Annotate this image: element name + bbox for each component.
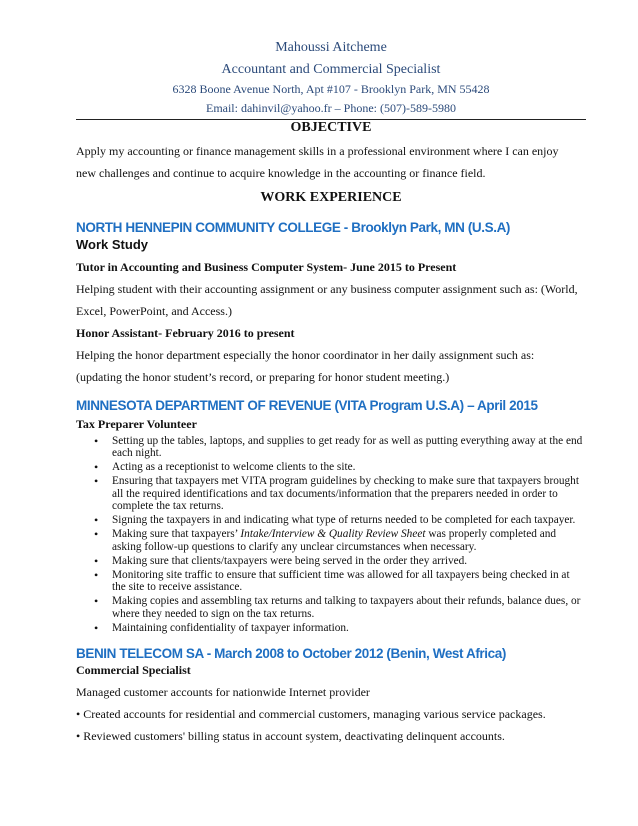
job-benin-line-1: Managed customer accounts for nationwide Internet provider xyxy=(76,685,370,700)
list-item-text-pre: Making sure that taxpayers’ xyxy=(112,528,241,541)
job-role-honor-desc-1: Helping the honor department especially the honor coordinator in her daily assignment such as: xyxy=(76,347,535,362)
applicant-name: Mahoussi Aitcheme xyxy=(275,40,387,55)
tax-duties-list xyxy=(76,435,586,635)
job-org-mn-revenue: MINNESOTA DEPARTMENT OF REVENUE (VITA Program U.S.A) – April 2015 xyxy=(76,397,538,413)
job-subtitle-tax-preparer: Tax Preparer Volunteer xyxy=(76,416,197,431)
job-role-tutor-desc-2: Excel, PowerPoint, and Access.) xyxy=(76,303,232,318)
job-benin-line-2: • Created accounts for residential and commercial customers, managing various service packages. xyxy=(76,707,546,722)
job-role-honor: Honor Assistant- February 2016 to present xyxy=(76,325,295,340)
list-item xyxy=(112,528,586,553)
list-item: • Monitoring site traffic to ensure that sufficient time was allowed for all taxpayers being checked in at the site to receive assistance. xyxy=(112,569,586,594)
job-role-honor-desc-2: (updating the honor student’s record, or preparing for honor student meeting.) xyxy=(76,369,450,384)
objective-line-2: new challenges and continue to acquire knowledge in the accounting or finance field. xyxy=(76,165,486,180)
job-org-benin-telecom: BENIN TELECOM SA - March 2008 to October 2012 (Benin, West Africa) xyxy=(76,646,506,662)
applicant-title: Accountant and Commercial Specialist xyxy=(221,61,441,77)
list-item: • Ensuring that taxpayers met VITA program guidelines by checking to make sure that taxpayers brought all the required identifications and tax documents/information that the preparers needed in order to complete the tax returns. xyxy=(112,475,586,513)
list-item: • Maintaining confidentiality of taxpayer information. xyxy=(112,622,586,635)
list-item-text-italic: Intake/Interview & Quality Review Sheet xyxy=(240,528,426,541)
job-role-tutor: Tutor in Accounting and Business Computer System- June 2015 to Present xyxy=(76,259,457,274)
work-experience-heading: WORK EXPERIENCE xyxy=(260,189,402,205)
resume-header xyxy=(76,0,586,118)
objective-heading: OBJECTIVE xyxy=(290,119,372,135)
list-item: • Making sure that clients/taxpayers were being served in the order they arrived. xyxy=(112,555,586,568)
job-subtitle-commercial: Commercial Specialist xyxy=(76,663,191,678)
list-item: • Setting up the tables, laptops, and supplies to get ready for as well as putting everything away at the end each night. xyxy=(112,435,586,460)
job-subtitle-nhcc: Work Study xyxy=(76,236,148,252)
list-item: • Acting as a receptionist to welcome clients to the site. xyxy=(112,461,586,474)
job-benin-line-3: • Reviewed customers' billing status in account system, deactivating delinquent accounts. xyxy=(76,729,505,744)
applicant-contact: Email: dahinvil@yahoo.fr – Phone: (507)-589-5980 xyxy=(205,100,456,115)
list-item-text-post: was properly completed and asking follow-up questions to clarify any unclear circumstances when necessary. xyxy=(112,528,556,553)
job-role-tutor-desc-1: Helping student with their accounting assignment or any business computer assignment such as: (World, xyxy=(76,281,578,296)
objective-line-1: Apply my accounting or finance management skills in a professional environment where I can enjoy xyxy=(76,143,559,158)
job-org-nhcc: NORTH HENNEPIN COMMUNITY COLLEGE - Brooklyn Park, MN (U.S.A) xyxy=(76,219,511,235)
list-item: • Signing the taxpayers in and indicating what type of returns needed to be completed for each taxpayer. xyxy=(112,514,586,527)
applicant-address: 6328 Boone Avenue North, Apt #107 - Brooklyn Park, MN 55428 xyxy=(172,82,490,97)
list-item: • Making copies and assembling tax returns and talking to taxpayers about their refunds, balance dues, or where they needed to sign on the tax returns. xyxy=(112,595,586,620)
